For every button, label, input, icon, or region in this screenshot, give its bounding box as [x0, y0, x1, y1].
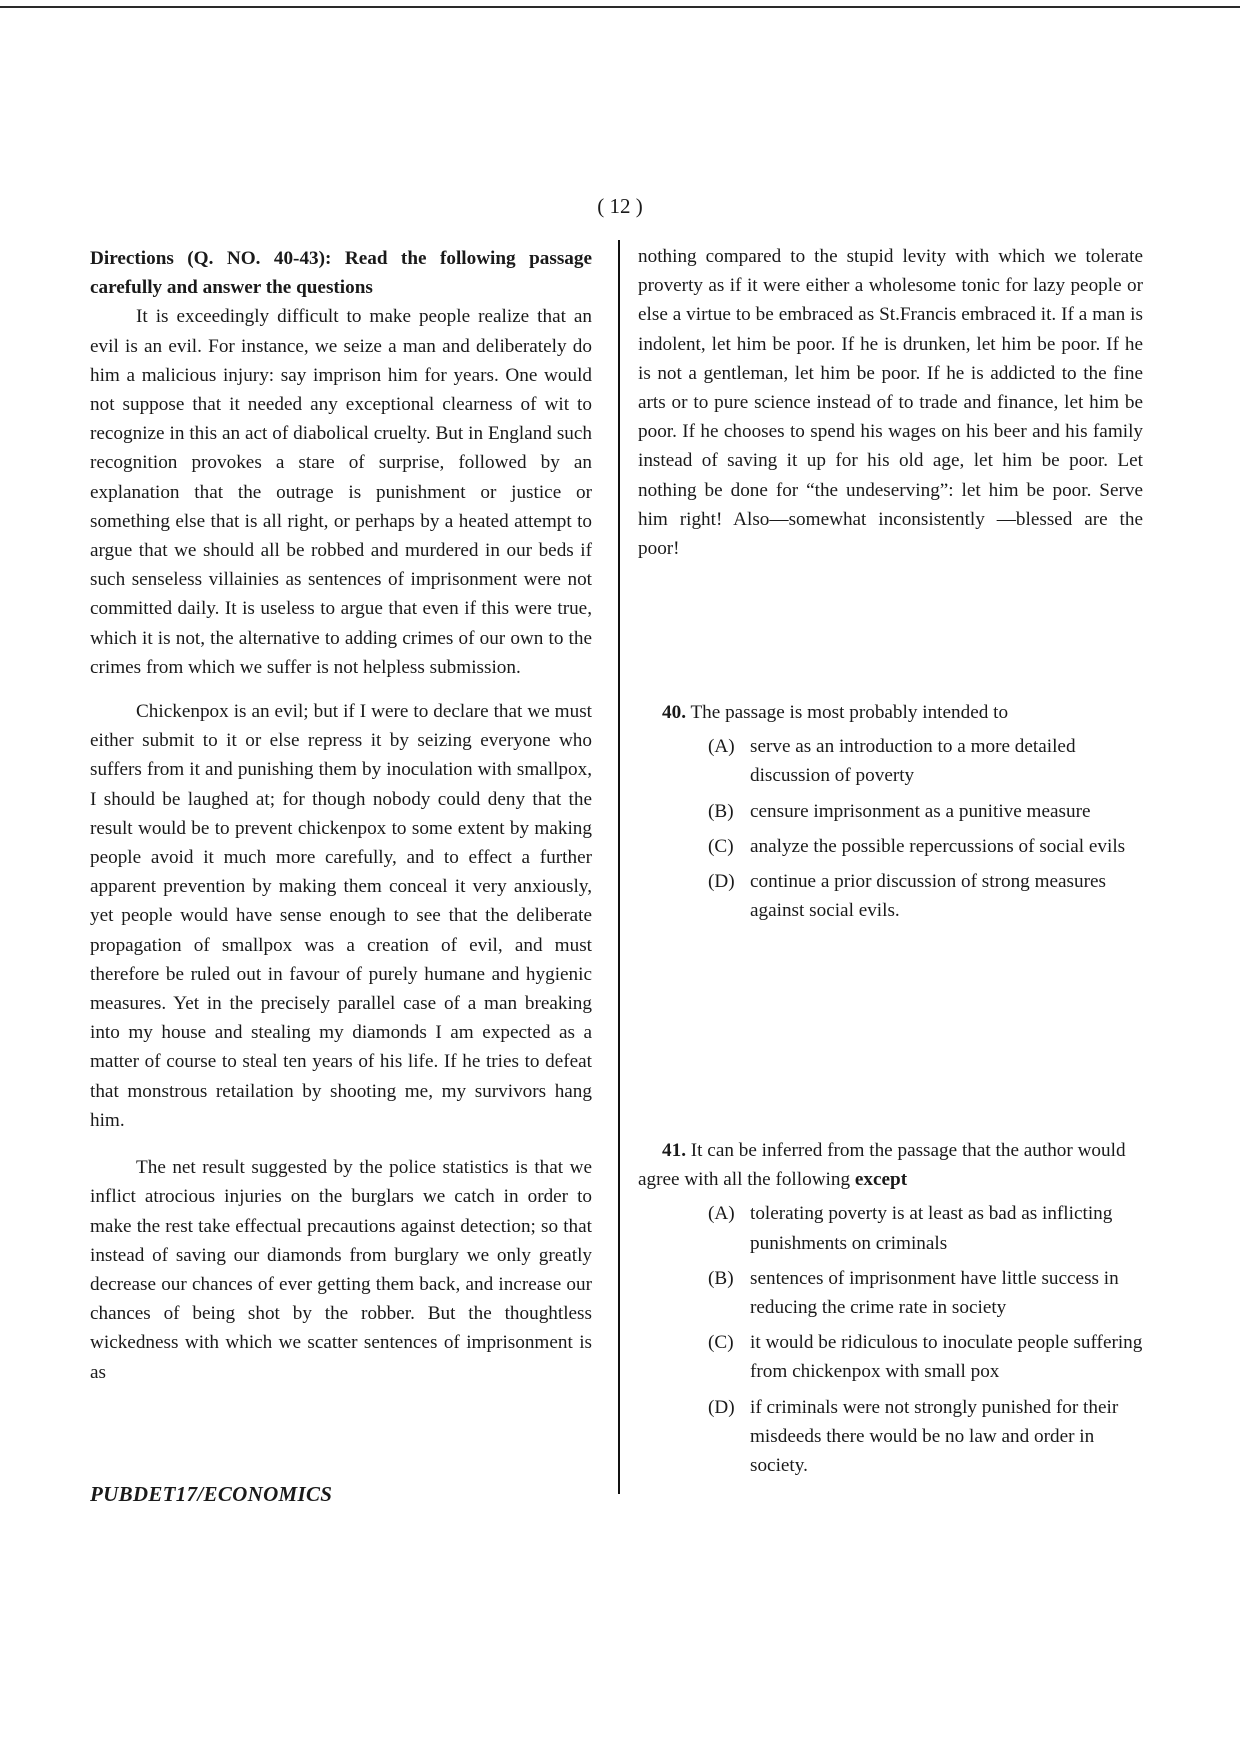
exam-code-footer: PUBDET17/ECONOMICS	[90, 1482, 333, 1506]
option-text: analyze the possible repercussions of social evils	[750, 835, 1126, 857]
passage-paragraph-1: It is exceedingly difficult to make people realize that an evil is an evil. For instance, we seize a man and deliberately do him a malicious injury: say imprison him for years. One would not suppose that it needed any exceptional clearness of wit to recognize in this an act of diabolical cruelty. But in England such recognition provokes a stare of surprise, followed by an explanation that the outrage is punishment or justice or something else that is all right, or perhaps by a heated attempt to argue that we should all be robbed and murdered in our beds if such senseless villainies as sentences of imprisonment were not committed daily. It is useless to argue that even if this were true, which it is not, the alternative to adding crimes of our own to the crimes from which we suffer is not helpless submission.	[90, 306, 592, 678]
passage-paragraph-3-continued: nothing compared to the stupid levity with which we tolerate proverty as if it were either a wholesome tonic for lazy people or else a virtue to be embraced as St.Francis embraced it. If a man is indolent, let him be poor. If he is drunken, let him be poor. If he is not a gentleman, let him be poor. If he is addicted to the fine arts or to pure science instead of to trade and finance, let him be poor. If he chooses to spend his wages on his beer and his family instead of saving it up for his old age, let him be poor. Let nothing be done for “the undeserving”: let him be poor. Serve him right! Also—somewhat inconsistently —blessed are the poor!	[638, 246, 1143, 560]
option-text: tolerating poverty is at least as bad as inflicting punishments on criminals	[750, 1203, 1113, 1254]
question-number: 41.	[662, 1140, 686, 1161]
right-column	[638, 242, 1143, 1477]
question-41	[638, 1136, 1143, 1486]
option-b	[708, 1264, 1143, 1322]
options-list	[638, 732, 1143, 925]
left-column	[90, 244, 592, 1387]
option-b	[708, 797, 1143, 826]
option-c	[708, 832, 1143, 861]
question-emphasis: except	[854, 1169, 908, 1191]
question-text: The passage is most probably intended to	[690, 702, 1009, 723]
question-number: 40.	[662, 702, 686, 723]
directions-heading: Directions (Q. NO. 40-43): Read the following passage carefully and answer the questions	[90, 248, 592, 299]
column-divider	[618, 240, 620, 1494]
option-text: continue a prior discussion of strong measures against social evils.	[750, 871, 1106, 922]
options-list	[638, 1199, 1143, 1480]
option-c	[708, 1328, 1143, 1386]
page-number: ( 12 )	[597, 194, 643, 218]
question-stem	[638, 1136, 1143, 1194]
option-letter: (B)	[708, 800, 734, 822]
option-d	[708, 1393, 1143, 1481]
top-border-rule	[0, 6, 1240, 8]
option-text: sentences of imprisonment have little success in reducing the crime rate in society	[750, 1267, 1119, 1319]
option-text: censure imprisonment as a punitive measure	[750, 800, 1091, 822]
question-40	[638, 698, 1143, 931]
option-a	[708, 732, 1143, 790]
option-letter: (D)	[708, 871, 735, 893]
option-letter: (A)	[708, 1203, 735, 1225]
option-letter: (A)	[708, 736, 735, 758]
question-stem	[638, 698, 1143, 727]
option-letter: (B)	[708, 1267, 734, 1289]
option-d	[708, 867, 1143, 925]
option-text: serve as an introduction to a more detailed discussion of poverty	[750, 736, 1076, 787]
option-text: it would be ridiculous to inoculate people suffering from chickenpox with small pox	[750, 1332, 1143, 1383]
passage-paragraph-3: The net result suggested by the police statistics is that we inflict atrocious injuries on the burglars we catch in order to make the rest take effectual precautions against detection; so that instead of saving our diamonds from burglary we only greatly decrease our chances of ever getting them back, and increase our chances of being shot by the robber. But the thoughtless wickedness with which we scatter sentences of imprisonment is as	[90, 1157, 592, 1383]
option-text: if criminals were not strongly punished for their misdeeds there would be no law and order in society.	[750, 1396, 1119, 1477]
option-letter: (C)	[708, 835, 734, 857]
option-letter: (C)	[708, 1332, 734, 1354]
passage-paragraph-2: Chickenpox is an evil; but if I were to declare that we must either submit to it or else repress it by seizing everyone who suffers from it and punishing them by inoculation with smallpox, I should be laughed at; for though nobody could deny that the result would be to prevent chickenpox to some extent by making people avoid it much more carefully, and to effect a further apparent prevention by making them conceal it very anxiously, yet people would have sense enough to see that the deliberate propagation of smallpox was a creation of evil, and must therefore be ruled out in favour of purely humane and hygienic measures. Yet in the precisely parallel case of a man breaking into my house and stealing my diamonds I am expected as a matter of course to steal ten years of his life. If he tries to defeat that monstrous retailation by shooting me, my survivors hang him.	[90, 701, 592, 1131]
question-text: It can be inferred from the passage that the author would agree with all the following	[638, 1140, 1126, 1191]
option-letter: (D)	[708, 1396, 735, 1418]
option-a	[708, 1199, 1143, 1257]
